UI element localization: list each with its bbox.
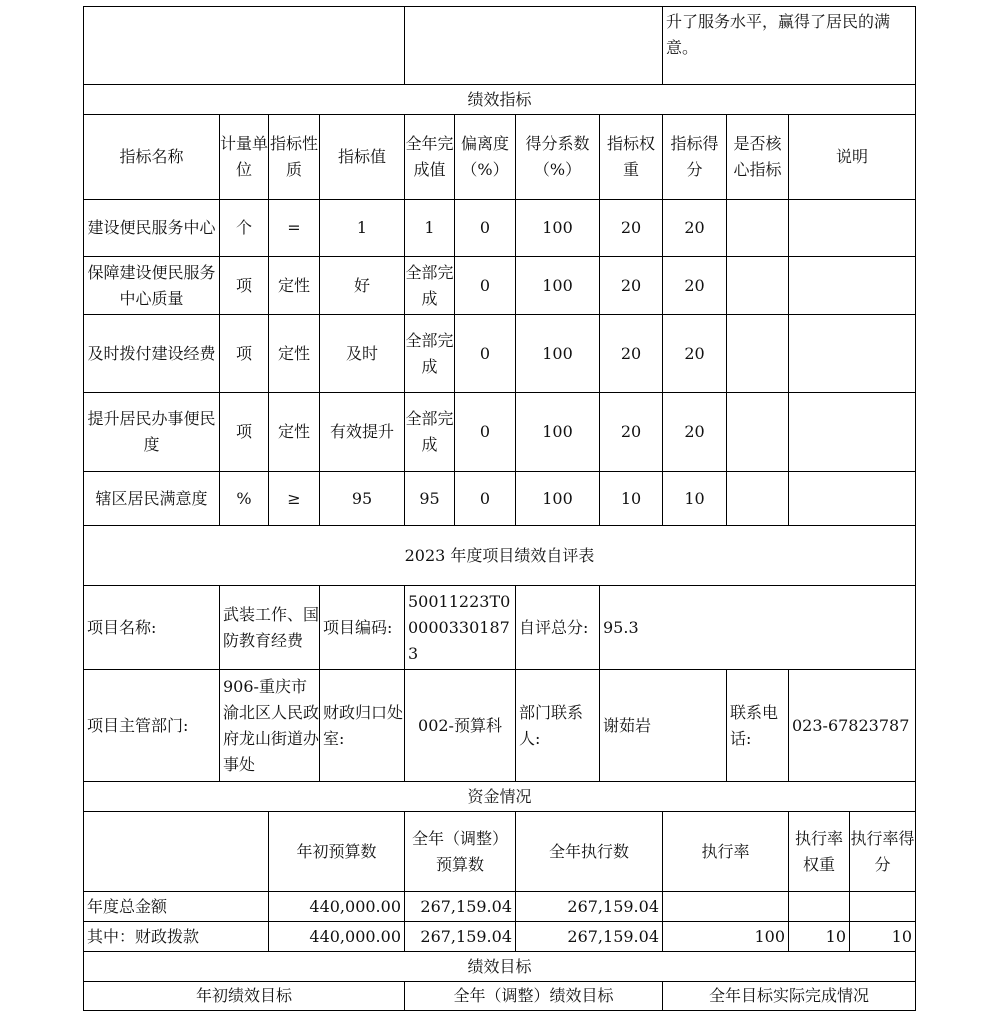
- funding-header-executed: 全年执行数: [548, 841, 629, 861]
- perf-row-4-completed: 95: [419, 488, 440, 508]
- perf-row-2-value: 及时: [345, 343, 378, 363]
- perf-row-1-name: 保障建设便民服务中心质量: [87, 262, 216, 308]
- perf-row-3-name: 提升居民办事便民度: [87, 409, 216, 454]
- project-code-value: 50011223T000003301873: [408, 591, 511, 663]
- dept-label: 项目主管部门:: [87, 715, 189, 735]
- perf-header-core: 是否核心指标: [733, 134, 782, 179]
- perf-section-title: 绩效指标: [467, 89, 532, 109]
- perf-row-4-core: [727, 472, 788, 525]
- project-name-value: 武装工作、国防教育经费: [223, 604, 319, 650]
- self-score-label: 自评总分:: [519, 617, 589, 637]
- perf-row-2-nature: 定性: [277, 343, 310, 363]
- perf-row-0-nature: =: [287, 218, 301, 237]
- goals-initial: 年初绩效目标: [195, 986, 292, 1005]
- goals-adjusted: 全年（调整）绩效目标: [453, 986, 614, 1005]
- perf-header-note: 说明: [835, 147, 868, 166]
- perf-row-0-note: [789, 200, 915, 256]
- funding-header-rate-weight: 执行率权重: [794, 828, 843, 874]
- perf-row-3-weight: 20: [620, 422, 642, 441]
- perf-row-3-coefficient: 100: [542, 422, 573, 441]
- perf-row-1-value: 好: [353, 275, 370, 295]
- perf-row-4-score: 10: [684, 488, 705, 508]
- perf-row-2-core: [727, 315, 788, 392]
- project-name-label: 项目名称:: [87, 617, 157, 637]
- perf-row-4-weight: 10: [620, 488, 642, 508]
- phone-label: 联系电话:: [730, 702, 779, 748]
- perf-row-4-name: 辖区居民满意度: [95, 488, 208, 508]
- perf-row-3-unit: 项: [235, 422, 252, 441]
- perf-row-4-unit: %: [236, 488, 252, 508]
- funding-section-title: 资金情况: [467, 786, 532, 806]
- perf-row-4-note: [789, 472, 915, 525]
- perf-row-0-coefficient: 100: [542, 218, 573, 237]
- perf-row-2-weight: 20: [620, 343, 642, 363]
- perf-row-2-unit: 项: [235, 343, 252, 363]
- funding-row-0-rate-weight: [789, 892, 849, 921]
- perf-header-nature: 指标性质: [269, 134, 318, 179]
- perf-row-1-score: 20: [684, 275, 705, 295]
- perf-row-1-completed: 全部完成: [405, 262, 454, 308]
- perf-row-3-nature: 定性: [277, 422, 310, 441]
- perf-row-3-score: 20: [684, 422, 705, 441]
- self-score-value: 95.3: [603, 617, 639, 637]
- project-code-label: 项目编码:: [323, 617, 393, 637]
- contact-label: 部门联系人:: [519, 702, 584, 748]
- perf-row-3-deviation: 0: [479, 422, 491, 441]
- perf-row-4-value: 95: [351, 488, 373, 508]
- perf-row-2-deviation: 0: [479, 343, 491, 363]
- perf-row-0-value: 1: [356, 218, 368, 237]
- perf-row-4-nature: ≥: [287, 488, 301, 508]
- perf-header-unit: 计量单位: [220, 134, 268, 179]
- funding-header-blank: [84, 812, 268, 891]
- perf-row-0-unit: 个: [235, 218, 252, 237]
- goals-section-title: 绩效目标: [467, 956, 532, 976]
- perf-row-4-coefficient: 100: [542, 488, 573, 508]
- dept-value: 906-重庆市渝北区人民政府龙山街道办事处: [223, 676, 319, 774]
- funding-row-0-rate: [663, 892, 788, 921]
- perf-row-2-coefficient: 100: [542, 343, 573, 363]
- top-row-text: 升了服务水平，赢得了居民的满意。: [666, 12, 891, 57]
- funding-row-0-rate-score: [850, 892, 915, 921]
- perf-row-1-coefficient: 100: [542, 275, 573, 295]
- funding-row-1-adjusted: 267,159.04: [420, 926, 512, 946]
- funding-header-rate-score: 执行率得分: [850, 828, 915, 874]
- perf-row-1-unit: 项: [235, 275, 252, 295]
- perf-header-score: 指标得分: [670, 134, 719, 179]
- finance-office-value: 002-预算科: [418, 715, 502, 735]
- goals-actual: 全年目标实际完成情况: [708, 986, 869, 1005]
- perf-row-0-name: 建设便民服务中心: [87, 218, 216, 237]
- perf-row-0-core: [727, 200, 788, 256]
- perf-header-completed: 全年完成值: [405, 134, 454, 179]
- perf-row-2-note: [789, 315, 915, 392]
- perf-row-3-note: [789, 393, 915, 471]
- perf-row-1-core: [727, 257, 788, 314]
- perf-row-1-deviation: 0: [479, 275, 491, 295]
- perf-header-deviation: 偏离度（%）: [460, 134, 509, 179]
- funding-header-initial: 年初预算数: [296, 841, 377, 861]
- contact-value: 谢茹岩: [603, 715, 652, 735]
- funding-header-rate: 执行率: [701, 841, 750, 861]
- perf-header-name: 指标名称: [119, 147, 184, 166]
- funding-row-0-label: 年度总金额: [87, 896, 168, 916]
- perf-row-2-name: 及时拨付建设经费: [87, 343, 216, 363]
- perf-row-1-weight: 20: [620, 275, 642, 295]
- perf-row-3-core: [727, 393, 788, 471]
- perf-row-2-completed: 全部完成: [405, 330, 454, 376]
- funding-row-0-adjusted: 267,159.04: [420, 896, 512, 916]
- phone-value: 023-67823787: [792, 715, 910, 735]
- perf-row-0-deviation: 0: [479, 218, 491, 237]
- perf-row-3-completed: 全部完成: [405, 409, 454, 454]
- funding-row-1-initial: 440,000.00: [309, 926, 401, 946]
- perf-row-0-completed: 1: [424, 218, 435, 237]
- funding-row-1-executed: 267,159.04: [567, 926, 659, 946]
- self-eval-title: 2023 年度项目绩效自评表: [404, 545, 595, 565]
- perf-row-4-deviation: 0: [479, 488, 491, 508]
- perf-row-0-weight: 20: [620, 218, 642, 237]
- funding-row-1-rate: 100: [754, 926, 785, 946]
- funding-row-1-label: 其中：财政拨款: [87, 926, 200, 946]
- finance-office-label: 财政归口处室:: [323, 702, 404, 748]
- funding-row-0-executed: 267,159.04: [567, 896, 659, 916]
- perf-header-coefficient: 得分系数（%）: [525, 134, 590, 179]
- perf-row-1-nature: 定性: [277, 275, 310, 295]
- perf-row-0-score: 20: [684, 218, 705, 237]
- funding-row-0-initial: 440,000.00: [309, 896, 401, 916]
- perf-row-3-value: 有效提升: [329, 422, 394, 441]
- perf-header-value: 指标值: [337, 147, 386, 166]
- perf-row-1-note: [789, 257, 915, 314]
- funding-row-1-rate-score: 10: [891, 926, 912, 946]
- perf-header-weight: 指标权重: [606, 134, 655, 179]
- funding-header-adjusted: 全年（调整）预算数: [411, 828, 508, 874]
- perf-row-2-score: 20: [684, 343, 705, 363]
- funding-row-1-rate-weight: 10: [825, 926, 846, 946]
